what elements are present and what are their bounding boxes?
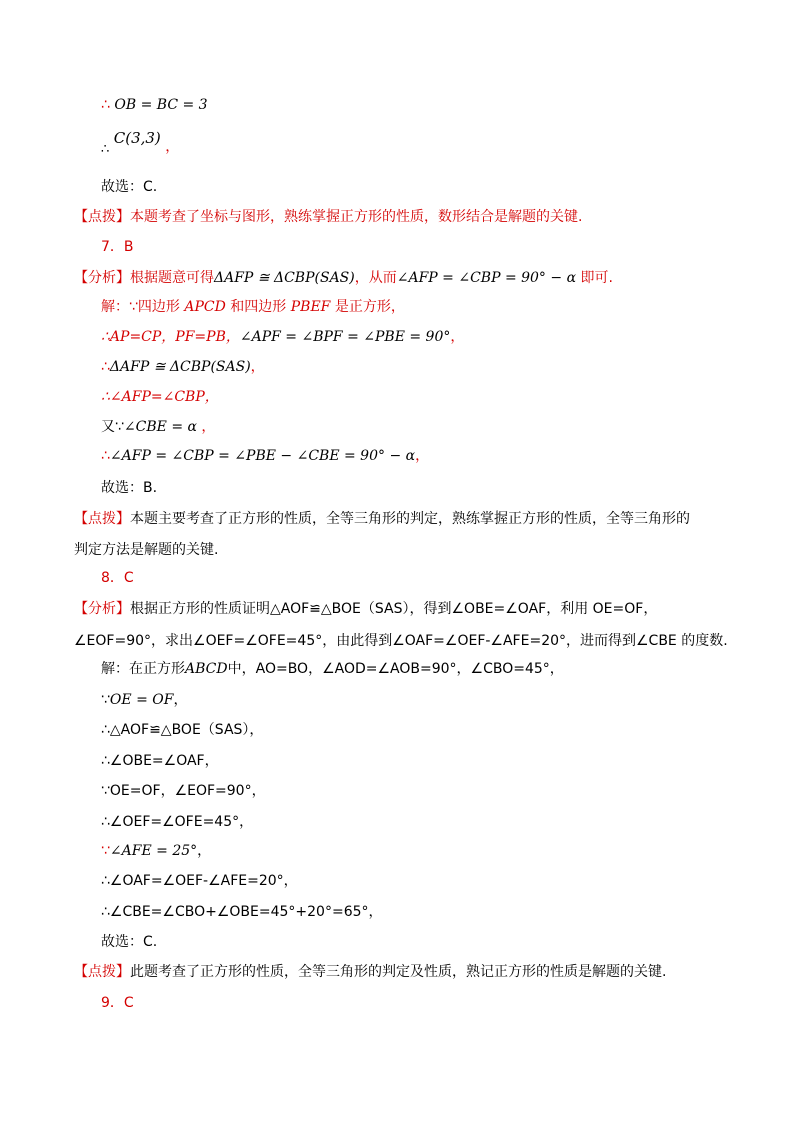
solution-text: 中，AO=BO，∠AOD=∠AOB=90°，∠CBO=45°，	[227, 661, 564, 677]
punctuation: ，	[415, 448, 430, 464]
math-expression: ∠AFP = ∠CBP = 90° − α	[396, 270, 577, 286]
tip-text: 本题考查了坐标与图形，熟练掌握正方形的性质，数形结合是解题的关键.	[130, 209, 583, 225]
solution-text: 和四边形	[225, 299, 291, 315]
solution-text: ∴∠OBE=∠OAF，	[101, 753, 219, 769]
solution-line	[101, 357, 265, 377]
solution-text: 是正方形，	[330, 299, 405, 315]
math-expression: PBEF	[290, 299, 331, 315]
solution-text: 解：∵四边形	[101, 299, 185, 315]
tip-paragraph	[74, 962, 666, 982]
solution-line	[101, 871, 298, 891]
math-expression: OE = OF	[109, 692, 174, 708]
therefore-symbol: ∴	[101, 97, 110, 113]
math-expression: ∠APF = ∠BPF = ∠PBE = 90°	[239, 329, 451, 345]
solution-line	[101, 812, 253, 832]
question-label: 8．C	[101, 570, 134, 586]
math-expression: ∠CBE = α	[123, 419, 197, 435]
math-expression: ABCD	[185, 661, 228, 677]
question-label: 9．C	[101, 995, 134, 1011]
solution-line	[101, 446, 429, 466]
question-label: 7．B	[101, 239, 134, 255]
analysis-paragraph	[74, 268, 613, 288]
analysis-text: ∠EOF=90°，求出∠OEF=∠OFE=45°，由此得到∠OAF=∠OEF-∠AFE=20°，进而得到∠CBE 的度数.	[74, 633, 728, 649]
punctuation: ，	[450, 329, 465, 345]
analysis-paragraph	[74, 599, 657, 619]
math-expression: ΔAFP ≅ ΔCBP(SAS)	[109, 359, 251, 375]
punctuation: ，	[173, 692, 188, 708]
answer-text: 故选：C.	[101, 934, 158, 950]
answer-line	[101, 932, 157, 952]
tip-text: 判定方法是解题的关键.	[74, 542, 219, 558]
therefore-symbol: ∴	[101, 142, 110, 157]
tip-text: 本题主要考查了正方形的性质，全等三角形的判定，熟练掌握正方形的性质，全等三角形的	[130, 511, 690, 527]
line-ob-bc	[101, 95, 208, 115]
math-expression: OB = BC = 3	[114, 97, 208, 113]
solution-line	[101, 841, 211, 861]
solution-text: ∴∠AFP=∠CBP，	[101, 389, 219, 405]
question-number	[101, 237, 134, 257]
answer-line	[101, 177, 157, 197]
solution-text: 又∵	[101, 419, 124, 435]
because-symbol: ∵	[101, 692, 110, 708]
solution-text: ∴∠CBE=∠CBO+∠OBE=45°+20°=65°，	[101, 904, 383, 920]
solution-line	[101, 720, 263, 740]
analysis-text: 根据正方形的性质证明△AOF≌△BOE（SAS），得到∠OBE=∠OAF，利用 OE=OF，	[130, 601, 658, 617]
because-symbol: ∵	[101, 843, 110, 859]
solution-line	[101, 327, 464, 347]
solution-line	[101, 751, 219, 771]
analysis-text: ，从而	[354, 270, 397, 286]
solution-text: ∴∠OAF=∠OEF-∠AFE=20°，	[101, 873, 298, 889]
punctuation: ，	[165, 139, 180, 155]
solution-line	[101, 387, 219, 407]
solution-line	[101, 781, 266, 801]
solution-text: ∴△AOF≌△BOE（SAS），	[101, 722, 264, 738]
analysis-text: 即可.	[576, 270, 613, 286]
question-number	[101, 568, 134, 588]
tip-paragraph-continued	[74, 540, 218, 560]
analysis-tag: 【分析】	[74, 270, 130, 286]
solution-text: 解：在正方形	[101, 661, 185, 677]
solution-line	[101, 690, 187, 710]
answer-line	[101, 478, 157, 498]
math-expression: APCD	[184, 299, 226, 315]
tip-tag: 【点拨】	[74, 209, 130, 225]
solution-text: ∴AP=CP，PF=PB，	[101, 329, 240, 345]
analysis-paragraph-continued	[74, 631, 728, 651]
math-expression: ∠AFP = ∠CBP = ∠PBE − ∠CBE = 90° − α	[109, 448, 416, 464]
therefore-symbol: ∴	[101, 448, 110, 464]
answer-text: 故选：B.	[101, 480, 158, 496]
solution-text: ∴∠OEF=∠OFE=45°，	[101, 814, 254, 830]
tip-tag: 【点拨】	[74, 511, 130, 527]
tip-paragraph	[74, 509, 690, 529]
solution-line	[101, 417, 215, 437]
answer-text: 故选：C.	[101, 179, 158, 195]
analysis-tag: 【分析】	[74, 601, 130, 617]
solution-line	[101, 297, 405, 317]
punctuation: ，	[197, 843, 212, 859]
tip-tag: 【点拨】	[74, 964, 130, 980]
tip-text: 此题考查了正方形的性质，全等三角形的判定及性质，熟记正方形的性质是解题的关键.	[130, 964, 667, 980]
solution-line	[101, 659, 564, 679]
solution-text: ∵OE=OF，∠EOF=90°，	[101, 783, 266, 799]
math-expression: ΔAFP ≅ ΔCBP(SAS)	[214, 270, 355, 286]
solution-line	[101, 902, 383, 922]
tip-paragraph	[74, 207, 582, 227]
punctuation: ，	[250, 359, 265, 375]
therefore-symbol: ∴	[101, 359, 110, 375]
punctuation: ，	[196, 419, 216, 435]
question-number	[101, 993, 134, 1013]
math-expression: ∠AFE = 25°	[109, 843, 198, 859]
math-expression: C(3,3)	[113, 129, 161, 147]
analysis-text: 根据题意可得	[130, 270, 214, 286]
line-point-c	[101, 128, 180, 157]
